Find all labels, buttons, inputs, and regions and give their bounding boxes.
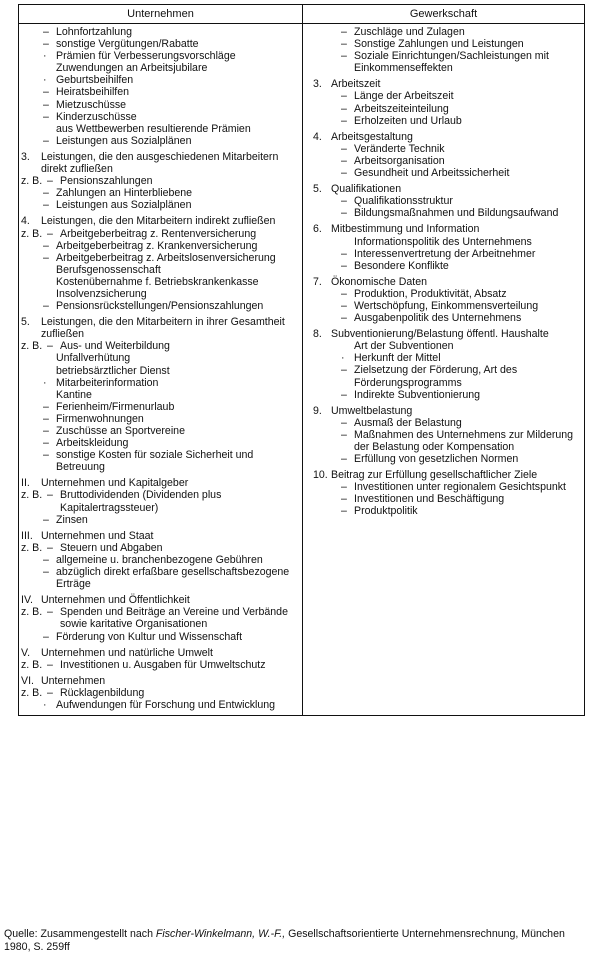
section-heading-row <box>303 78 584 90</box>
zb-label: z. B. <box>21 175 43 188</box>
list-item <box>19 489 302 513</box>
section <box>19 215 302 312</box>
bullet-mark: – <box>43 98 49 111</box>
list-item <box>303 248 584 260</box>
list-item <box>303 340 584 352</box>
section-heading: Unternehmen <box>41 674 106 687</box>
section-heading: Unternehmen und Öffentlichkeit <box>41 594 190 607</box>
list-item <box>19 199 302 211</box>
list-item <box>303 143 584 155</box>
section-number: IV. <box>21 594 33 607</box>
section <box>303 405 584 465</box>
item-text: Zahlungen an Hinterbliebene <box>56 187 193 200</box>
section-heading-row <box>303 276 584 288</box>
bullet-mark: · <box>43 376 47 389</box>
item-text: Aufwendungen für Forschung und Entwicklung <box>56 698 276 711</box>
section-heading: Unternehmen und natürliche Umwelt <box>41 646 213 659</box>
zb-label: z. B. <box>21 340 43 353</box>
list-item <box>19 26 302 38</box>
list-item <box>19 99 302 111</box>
source-author: Fischer-Winkelmann, W.-F., <box>155 928 286 940</box>
item-text: Aus- und Weiterbildung <box>60 340 170 353</box>
item-text: Informationspolitik des Unternehmens <box>354 235 532 248</box>
list-item <box>19 111 302 123</box>
bullet-mark: – <box>43 630 49 643</box>
item-text: Prämien für Verbesserungsvorschläge <box>56 50 236 63</box>
item-text: Gesundheit und Arbeitssicherheit <box>354 167 510 180</box>
bullet-mark: – <box>43 566 49 579</box>
bullet-mark: – <box>43 251 49 264</box>
section-heading-row <box>19 316 302 340</box>
list-item <box>19 175 302 187</box>
bullet-mark: – <box>43 449 49 462</box>
bullet-mark: – <box>341 505 347 518</box>
section-heading-row <box>19 675 302 687</box>
section-number: II. <box>21 477 30 490</box>
list-item <box>19 38 302 50</box>
section-number: 3. <box>313 78 322 91</box>
list-item <box>19 631 302 643</box>
section <box>19 594 302 642</box>
section <box>19 477 302 525</box>
list-item <box>19 135 302 147</box>
list-item <box>303 453 584 465</box>
bullet-mark: – <box>43 437 49 450</box>
list-item <box>303 288 584 300</box>
bullet-mark: – <box>43 425 49 437</box>
section-heading-row <box>303 469 584 481</box>
bullet-mark: – <box>341 364 347 377</box>
list-item <box>19 566 302 590</box>
item-text: Mitarbeiterinformation <box>56 376 159 389</box>
bullet-mark <box>43 288 56 300</box>
list-item <box>303 417 584 429</box>
section <box>303 78 584 126</box>
item-text: Insolvenzsicherung <box>56 287 147 300</box>
list-item <box>19 86 302 98</box>
bullet-mark: – <box>47 658 53 671</box>
section <box>19 675 302 711</box>
bullet-mark: · <box>43 50 47 63</box>
section-heading-row <box>303 223 584 235</box>
list-item <box>19 699 302 711</box>
bullet-mark: – <box>43 26 49 38</box>
item-text: Länge der Arbeitszeit <box>354 90 454 103</box>
bullet-mark <box>43 389 56 401</box>
bullet-mark: – <box>341 299 347 312</box>
item-text: Kostenübernahme f. Betriebskrankenkasse <box>56 275 259 288</box>
item-text: Bruttodividenden (Dividenden plus Kapitalertragssteuer) <box>60 489 222 514</box>
section <box>19 26 302 147</box>
section <box>303 26 584 74</box>
item-text: Mietzuschüsse <box>56 98 127 111</box>
item-text: Indirekte Subventionierung <box>354 388 481 401</box>
item-text: aus Wettbewerben resultierende Prämien <box>56 122 251 135</box>
bullet-mark: – <box>341 416 347 429</box>
bullet-mark: – <box>47 227 53 240</box>
list-item <box>303 207 584 219</box>
list-item <box>19 437 302 449</box>
section-heading: Leistungen, die den ausgeschiedenen Mitarbeitern direkt zufließen <box>41 150 279 176</box>
bullet-mark: – <box>43 400 49 413</box>
list-item <box>303 481 584 493</box>
item-text: Bildungsmaßnahmen und Bildungsaufwand <box>354 207 559 220</box>
bullet-mark: – <box>341 102 347 115</box>
list-item <box>303 195 584 207</box>
section-heading-row <box>303 131 584 143</box>
list-item <box>19 401 302 413</box>
list-item <box>303 38 584 50</box>
list-item <box>19 62 302 74</box>
zb-label: z. B. <box>21 227 43 240</box>
list-item <box>303 300 584 312</box>
list-item <box>303 429 584 453</box>
bullet-mark <box>341 236 354 248</box>
section-number: 9. <box>313 404 322 417</box>
bullet-mark: – <box>341 481 347 494</box>
item-text: betriebsärztlicher Dienst <box>56 364 170 377</box>
section-heading: Unternehmen und Staat <box>41 529 154 542</box>
item-text: Berufsgenossenschaft <box>56 263 161 276</box>
bullet-mark: – <box>341 287 347 300</box>
bullet-mark <box>43 264 56 276</box>
list-item <box>303 50 584 74</box>
section-heading-row <box>19 530 302 542</box>
section <box>303 328 584 401</box>
list-item <box>303 115 584 127</box>
list-item <box>19 228 302 240</box>
item-text: Investitionen u. Ausgaben für Umweltschutz <box>60 658 266 671</box>
list-item <box>19 240 302 252</box>
section <box>303 131 584 179</box>
list-item <box>19 449 302 473</box>
item-text: Besondere Konflikte <box>354 259 449 272</box>
section <box>19 530 302 590</box>
section-heading: Leistungen, die den Mitarbeitern in ihrer Gesamtheit zufließen <box>41 316 285 341</box>
list-item <box>19 300 302 312</box>
section-number: VI. <box>21 674 34 687</box>
bullet-mark: – <box>341 493 347 506</box>
item-text: Interessenvertretung der Arbeitnehmer <box>354 247 536 260</box>
item-text: Firmenwohnungen <box>56 412 144 425</box>
source-rest: Gesellschaftsorientierte Unternehmensrechnung, München 1980, S. 259ff <box>4 928 565 953</box>
bullet-mark: – <box>43 199 49 212</box>
bullet-mark <box>43 276 56 288</box>
section <box>19 151 302 211</box>
section-heading-row <box>19 477 302 489</box>
list-item <box>19 252 302 264</box>
section-heading: Subventionierung/Belastung öffentl. Haushalte <box>331 328 549 341</box>
column-gewerkschaft <box>303 24 585 716</box>
bullet-mark: · <box>43 74 47 87</box>
list-item <box>19 276 302 288</box>
list-item <box>303 493 584 505</box>
zb-label: z. B. <box>21 541 43 554</box>
item-text: Investitionen und Beschäftigung <box>354 493 505 506</box>
bullet-mark: – <box>43 187 49 200</box>
section-number: 4. <box>313 130 322 143</box>
section-number: 7. <box>313 275 322 288</box>
section-heading: Qualifikationen <box>331 183 402 196</box>
section-number: 4. <box>21 215 30 228</box>
section <box>19 647 302 671</box>
item-text: Pensionsrückstellungen/Pensionszahlungen <box>56 300 264 313</box>
bullet-mark: – <box>43 134 49 147</box>
bullet-mark: – <box>341 247 347 260</box>
list-item <box>19 123 302 135</box>
item-text: Veränderte Technik <box>354 142 445 155</box>
list-item <box>303 389 584 401</box>
bullet-mark: – <box>341 90 347 103</box>
bullet-mark: – <box>47 489 53 502</box>
bullet-mark <box>43 123 56 135</box>
bullet-mark: – <box>341 207 347 220</box>
item-text: Ausmaß der Belastung <box>354 416 462 429</box>
list-item <box>303 103 584 115</box>
bullet-mark <box>341 340 354 352</box>
list-item <box>303 505 584 517</box>
item-text: Produktpolitik <box>354 505 418 518</box>
section-heading: Ökonomische Daten <box>331 275 427 288</box>
list-item <box>303 312 584 324</box>
section-number: 6. <box>313 223 322 236</box>
list-item <box>303 167 584 179</box>
item-text: Ferienheim/Firmenurlaub <box>56 400 175 413</box>
list-item <box>19 425 302 437</box>
item-text: Kinderzuschüsse <box>56 110 137 123</box>
bullet-mark: – <box>341 312 347 325</box>
bullet-mark: – <box>341 154 347 167</box>
bullet-mark <box>43 352 56 364</box>
item-text: Investitionen unter regionalem Gesichtspunkt <box>354 481 566 494</box>
section-heading: Unternehmen und Kapitalgeber <box>41 477 189 490</box>
list-item <box>19 340 302 352</box>
bullet-mark: – <box>43 38 49 51</box>
item-text: Erfüllung von gesetzlichen Normen <box>354 453 519 466</box>
item-text: Produktion, Produktivität, Absatz <box>354 287 507 300</box>
bullet-mark <box>43 62 56 74</box>
section-number: 5. <box>313 183 322 196</box>
item-text: abzüglich direkt erfaßbare gesellschaftsbezogene Erträge <box>56 566 290 591</box>
item-text: Steuern und Abgaben <box>60 541 163 554</box>
bullet-mark: – <box>43 513 49 526</box>
list-item <box>19 365 302 377</box>
section-heading: Arbeitszeit <box>331 78 381 91</box>
section-number: 5. <box>21 316 30 329</box>
bullet-mark: – <box>43 553 49 566</box>
section-heading-row <box>19 594 302 606</box>
item-text: Unfallverhütung <box>56 352 131 365</box>
source-prefix: Quelle: Zusammengestellt nach <box>4 928 156 940</box>
section <box>303 276 584 324</box>
list-item <box>19 659 302 671</box>
section <box>303 223 584 271</box>
item-text: Soziale Einrichtungen/Sachleistungen mit Einkommenseffekten <box>354 50 549 75</box>
item-text: Rücklagenbildung <box>60 686 145 699</box>
item-text: Leistungen aus Sozialplänen <box>56 134 192 147</box>
bullet-mark: – <box>341 167 347 180</box>
section-heading-row <box>303 183 584 195</box>
item-text: Zuschläge und Zulagen <box>354 26 465 38</box>
source-note <box>4 928 594 953</box>
item-text: Arbeitszeiteinteilung <box>354 102 449 115</box>
item-text: allgemeine u. branchenbezogene Gebühren <box>56 553 263 566</box>
section-number: V. <box>21 646 31 659</box>
item-text: Zuschüsse an Sportvereine <box>56 425 185 437</box>
list-item <box>303 236 584 248</box>
section-heading-row <box>19 647 302 659</box>
list-item <box>19 389 302 401</box>
list-item <box>303 90 584 102</box>
bullet-mark: – <box>341 26 347 38</box>
bullet-mark: – <box>341 38 347 51</box>
list-item <box>19 377 302 389</box>
zb-label: z. B. <box>21 606 43 619</box>
list-item <box>19 288 302 300</box>
list-item <box>303 26 584 38</box>
comparison-table <box>18 4 585 716</box>
item-text: Qualifikationsstruktur <box>354 195 453 208</box>
item-text: Erholzeiten und Urlaub <box>354 114 462 127</box>
item-text: Leistungen aus Sozialplänen <box>56 199 192 212</box>
section-number: 3. <box>21 150 30 163</box>
bullet-mark: · <box>43 698 47 711</box>
bullet-mark: – <box>43 110 49 123</box>
item-text: Ausgabenpolitik des Unternehmens <box>354 312 522 325</box>
item-text: Zuwendungen an Arbeitsjubilare <box>56 62 208 75</box>
section-heading: Beitrag zur Erfüllung gesellschaftlicher Ziele <box>331 469 538 482</box>
item-text: Geburtsbeihilfen <box>56 74 134 87</box>
list-item <box>19 687 302 699</box>
section <box>303 469 584 517</box>
bullet-mark: – <box>341 195 347 208</box>
item-text: Zinsen <box>56 513 88 526</box>
bullet-mark: – <box>43 300 49 313</box>
bullet-mark: – <box>47 686 53 699</box>
item-text: Arbeitgeberbeitrag z. Krankenversicherung <box>56 239 258 252</box>
zb-label: z. B. <box>21 686 43 699</box>
item-text: Zielsetzung der Förderung, Art des Förderungsprogramms <box>354 364 518 389</box>
list-item <box>19 542 302 554</box>
bullet-mark <box>43 365 56 377</box>
item-text: sonstige Kosten für soziale Sicherheit und Betreuung <box>56 449 254 474</box>
list-item <box>19 264 302 276</box>
list-item <box>19 50 302 62</box>
item-text: Lohnfortzahlung <box>56 26 132 38</box>
item-text: Art der Subventionen <box>354 340 454 353</box>
item-text: Förderung von Kultur und Wissenschaft <box>56 630 243 643</box>
bullet-mark: – <box>341 453 347 466</box>
header-gewerkschaft: Gewerkschaft <box>303 5 585 24</box>
list-item <box>303 155 584 167</box>
bullet-mark: · <box>341 352 345 365</box>
section-number: 8. <box>313 328 322 341</box>
section <box>19 316 302 473</box>
item-text: Herkunft der Mittel <box>354 352 441 365</box>
section-heading: Leistungen, die den Mitarbeitern indirekt zufließen <box>41 215 276 228</box>
bullet-mark: – <box>341 428 347 441</box>
zb-label: z. B. <box>21 658 43 671</box>
item-text: Pensionszahlungen <box>60 175 153 188</box>
section-number: III. <box>21 529 33 542</box>
item-text: Sonstige Zahlungen und Leistungen <box>354 38 524 51</box>
section <box>303 183 584 219</box>
zb-label: z. B. <box>21 489 43 502</box>
item-text: Arbeitsorganisation <box>354 154 445 167</box>
header-unternehmen: Unternehmen <box>19 5 303 24</box>
item-text: Maßnahmen des Unternehmens zur Milderung der Belastung oder Kompensation <box>354 428 574 453</box>
list-item <box>19 606 302 630</box>
bullet-mark: – <box>341 142 347 155</box>
bullet-mark: – <box>43 239 49 252</box>
item-text: Arbeitskleidung <box>56 437 129 450</box>
bullet-mark: – <box>43 86 49 99</box>
bullet-mark: – <box>47 340 53 353</box>
bullet-mark: – <box>47 175 53 188</box>
item-text: Heiratsbeihilfen <box>56 86 130 99</box>
item-text: Arbeitgeberbeitrag z. Arbeitslosenversicherung <box>56 251 276 264</box>
list-item <box>19 74 302 86</box>
list-item <box>19 352 302 364</box>
section-heading: Mitbestimmung und Information <box>331 223 480 236</box>
bullet-mark: – <box>47 606 53 619</box>
section-heading-row <box>303 405 584 417</box>
bullet-mark: – <box>341 388 347 401</box>
list-item <box>303 352 584 364</box>
section-heading: Arbeitsgestaltung <box>331 130 413 143</box>
section-number: 10. <box>313 469 328 482</box>
list-item <box>19 413 302 425</box>
item-text: Arbeitgeberbeitrag z. Rentenversicherung <box>60 227 257 240</box>
bullet-mark: – <box>341 50 347 63</box>
bullet-mark: – <box>341 259 347 272</box>
section-heading-row <box>19 215 302 227</box>
list-item <box>19 554 302 566</box>
list-item <box>303 260 584 272</box>
list-item <box>19 187 302 199</box>
section-heading-row <box>19 151 302 175</box>
section-heading-row <box>303 328 584 340</box>
column-unternehmen <box>19 24 303 716</box>
bullet-mark: – <box>341 114 347 127</box>
bullet-mark: – <box>47 541 53 554</box>
section-heading: Umweltbelastung <box>331 404 413 417</box>
item-text: Kantine <box>56 388 92 401</box>
item-text: Wertschöpfung, Einkommensverteilung <box>354 299 539 312</box>
item-text: Spenden und Beiträge an Vereine und Verbände sowie karitative Organisationen <box>60 606 288 631</box>
list-item <box>19 514 302 526</box>
bullet-mark: – <box>43 412 49 425</box>
list-item <box>303 364 584 388</box>
item-text: sonstige Vergütungen/Rabatte <box>56 38 199 51</box>
